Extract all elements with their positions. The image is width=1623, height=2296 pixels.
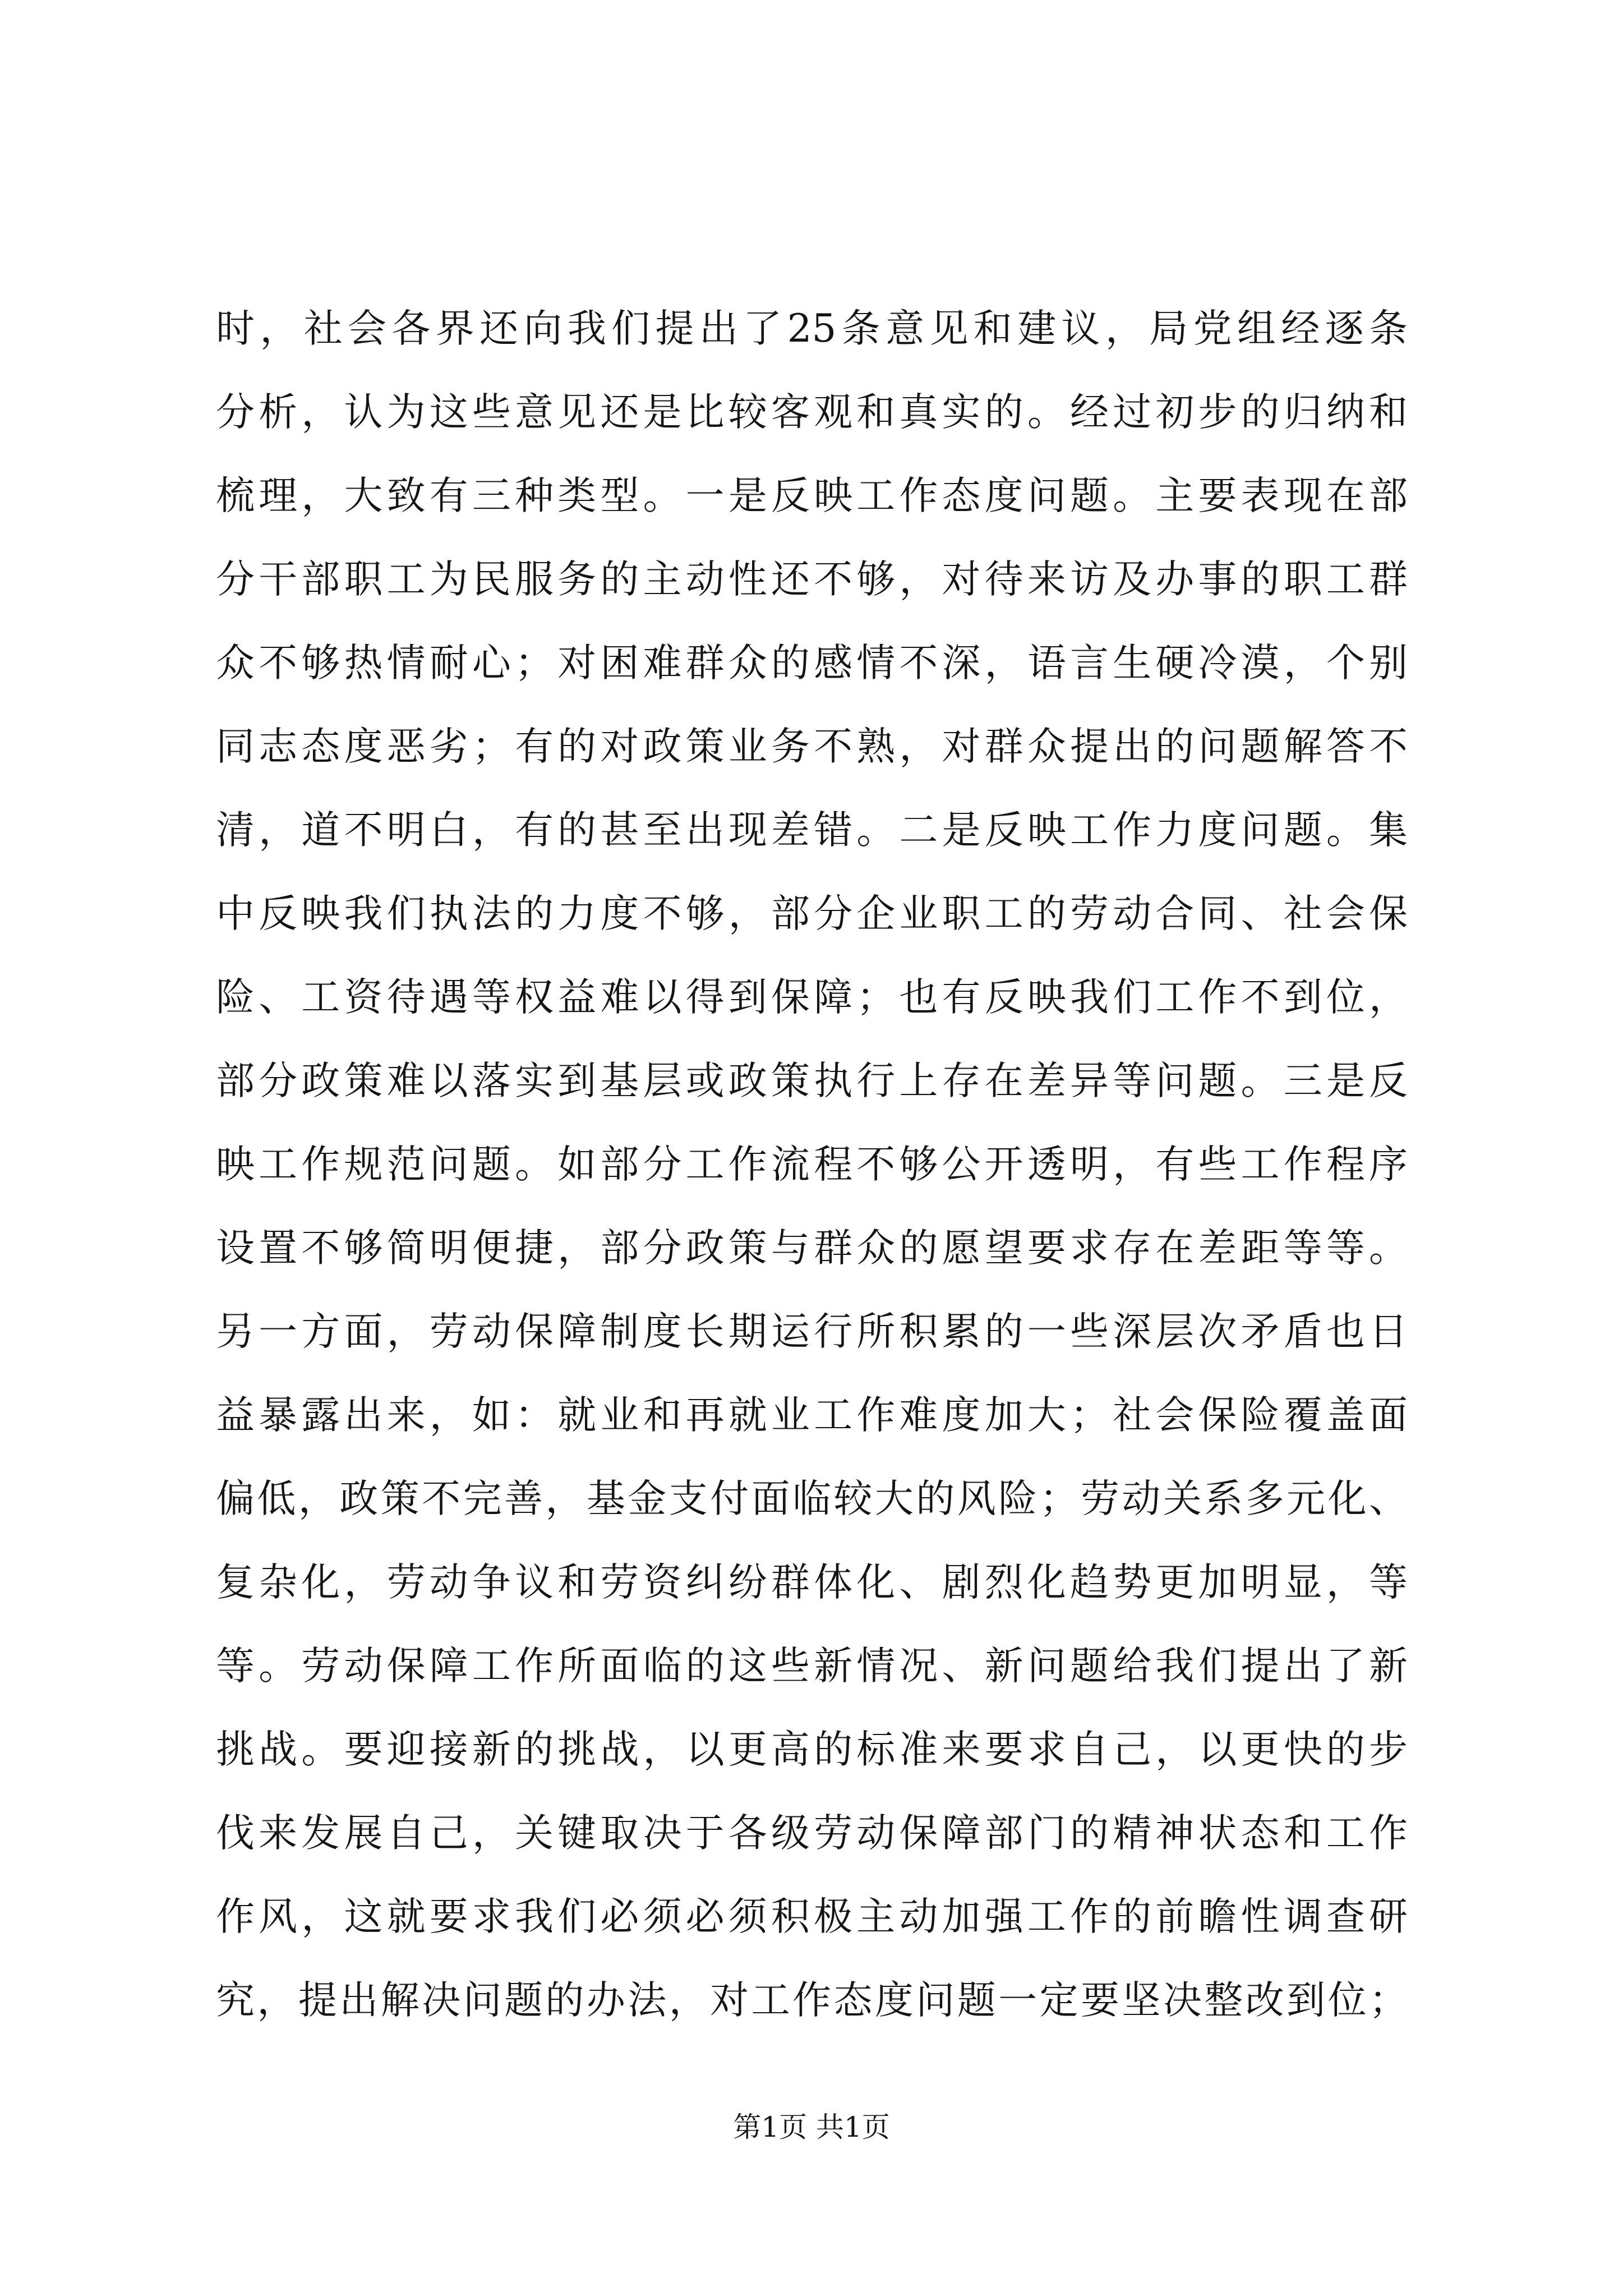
text-line: 挑战。要迎接新的挑战，以更高的标准来要求自己，以更快的步	[216, 1727, 1408, 1772]
text-line: 映工作规范问题。如部分工作流程不够公开透明，有些工作程序	[216, 1142, 1408, 1187]
text-line: 复杂化，劳动争议和劳资纠纷群体化、剧烈化趋势更加明显，等	[216, 1560, 1408, 1605]
text-line: 究，提出解决问题的办法，对工作态度问题一定要坚决整改到位；	[216, 1978, 1408, 2023]
text-line: 设置不够简明便捷，部分政策与群众的愿望要求存在差距等等。	[216, 1226, 1408, 1271]
text-line: 伐来发展自己，关键取决于各级劳动保障部门的精神状态和工作	[216, 1811, 1408, 1856]
text-line: 分析，认为这些意见还是比较客观和真实的。经过初步的归纳和	[216, 390, 1408, 435]
text-line: 等。劳动保障工作所面临的这些新情况、新问题给我们提出了新	[216, 1644, 1408, 1688]
text-line: 益暴露出来，如：就业和再就业工作难度加大；社会保险覆盖面	[216, 1393, 1408, 1438]
page-footer	[0, 2105, 1623, 2145]
text-line: 险、工资待遇等权益难以得到保障；也有反映我们工作不到位，	[216, 975, 1408, 1020]
text-line: 作风，这就要求我们必须必须积极主动加强工作的前瞻性调查研	[216, 1894, 1408, 1939]
text-line: 时，社会各界还向我们提出了25条意见和建议，局党组经逐条	[216, 306, 1408, 351]
text-line: 清，道不明白，有的甚至出现差错。二是反映工作力度问题。集	[216, 808, 1408, 853]
text-line: 偏低，政策不完善，基金支付面临较大的风险；劳动关系多元化、	[216, 1476, 1408, 1521]
text-line: 同志态度恶劣；有的对政策业务不熟，对群众提出的问题解答不	[216, 724, 1408, 769]
page-number-label: 第1页 共1页	[733, 2111, 890, 2143]
body-text	[216, 298, 1408, 2054]
text-line: 中反映我们执法的力度不够，部分企业职工的劳动合同、社会保	[216, 891, 1408, 936]
text-line: 众不够热情耐心；对困难群众的感情不深，语言生硬冷漠，个别	[216, 641, 1408, 685]
text-line: 分干部职工为民服务的主动性还不够，对待来访及办事的职工群	[216, 557, 1408, 602]
text-line: 另一方面，劳动保障制度长期运行所积累的一些深层次矛盾也日	[216, 1309, 1408, 1354]
text-line: 梳理，大致有三种类型。一是反映工作态度问题。主要表现在部	[216, 473, 1408, 518]
text-line: 部分政策难以落实到基层或政策执行上存在差异等问题。三是反	[216, 1059, 1408, 1103]
